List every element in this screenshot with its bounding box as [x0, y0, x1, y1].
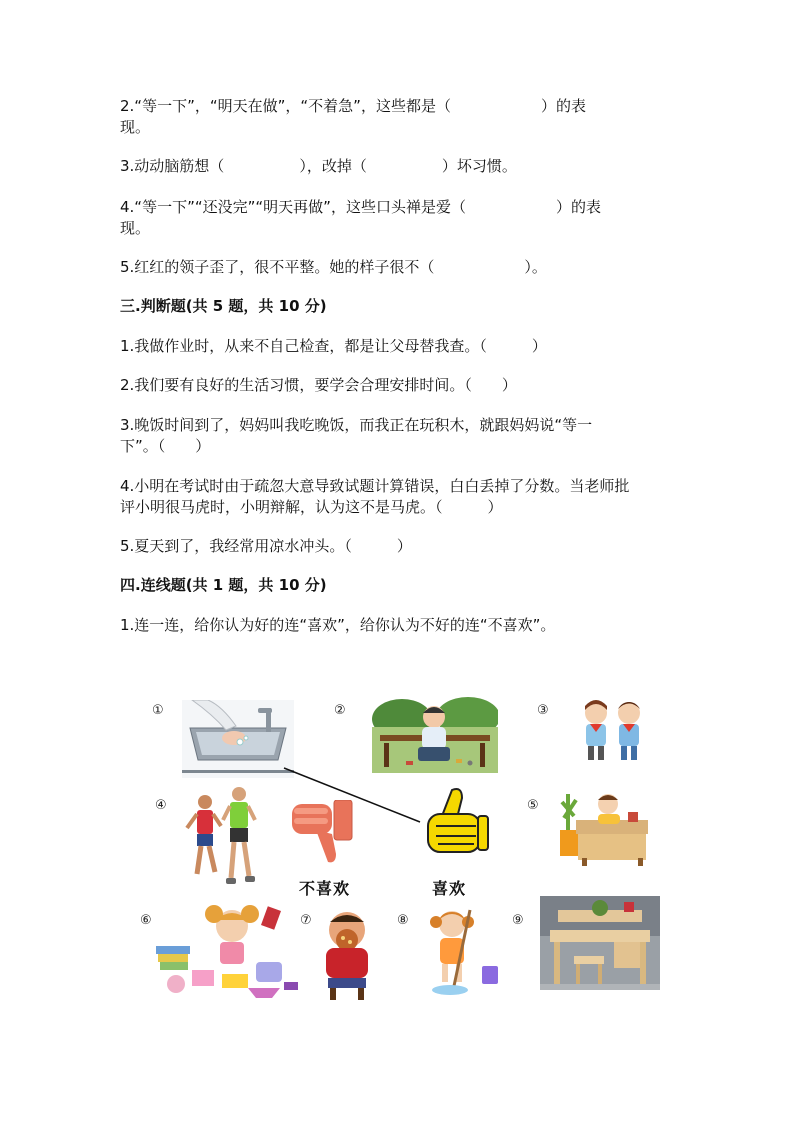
- judge-q2: 2.我们要有良好的生活习惯，要学会合理安排时间。（ ）: [120, 376, 517, 394]
- item-number-3: ③: [537, 703, 549, 718]
- messy-room-girl-picture: [152, 898, 302, 1000]
- item-number-1: ①: [152, 703, 164, 718]
- running-people-picture: [183, 786, 261, 888]
- fill-q4-line1: 4.“等一下”“还没完”“明天再做”，这些口头禅是爱（ ）的表: [120, 198, 601, 216]
- item-number-6: ⑥: [140, 913, 152, 928]
- judge-q4-line1: 4.小明在考试时由于疏忽大意导致试题计算错误，白白丢掉了分数。当老师批: [120, 477, 630, 495]
- item-number-4: ④: [155, 798, 167, 813]
- thumbs-up-icon: [422, 786, 490, 858]
- dislike-label: 不喜欢: [299, 879, 351, 898]
- judge-q5: 5.夏天到了，我经常用凉水冲头。（ ）: [120, 537, 412, 555]
- like-label: 喜欢: [432, 879, 467, 898]
- judge-q1: 1.我做作业时，从来不自己检查，都是让父母替我查。（ ）: [120, 337, 547, 355]
- item-number-8: ⑧: [397, 913, 409, 928]
- washing-hands-picture: [182, 700, 294, 778]
- connecting-line: [280, 760, 430, 830]
- fill-q4-line2: 现。: [120, 219, 151, 237]
- section-title-judge: 三.判断题(共 5 题，共 10 分): [120, 297, 327, 315]
- judge-q3-line2: 下”。（ ）: [120, 437, 211, 455]
- item-number-2: ②: [334, 703, 346, 718]
- two-children-picture: [576, 698, 650, 764]
- fill-q3: 3.动动脑筋想（ ），改掉（ ）坏习惯。: [120, 157, 517, 175]
- girl-sweeping-picture: [426, 906, 504, 998]
- boy-eating-picture: [318, 908, 376, 1002]
- fill-q2-line1: 2.“等一下”，“明天在做”，“不着急”，这些都是（ ）的表: [120, 97, 586, 115]
- judge-q4-line2: 评小明很马虎时，小明辩解，认为这不是马虎。（ ）: [120, 498, 503, 516]
- section-title-match: 四.连线题(共 1 题，共 10 分): [120, 576, 327, 594]
- match-q1: 1.连一连，给你认为好的连“喜欢”，给你认为不好的连“不喜欢”。: [120, 616, 556, 634]
- fill-q2-line2: 现。: [120, 118, 151, 136]
- wooden-desk-picture: [540, 896, 660, 990]
- item-number-5: ⑤: [527, 798, 539, 813]
- fill-q5: 5.红红的领子歪了，很不平整。她的样子很不（ ）。: [120, 258, 547, 276]
- child-at-desk-picture: [554, 790, 652, 868]
- item-number-7: ⑦: [300, 913, 312, 928]
- judge-q3-line1: 3.晚饭时间到了，妈妈叫我吃晚饭，而我正在玩积木，就跟妈妈说“等一: [120, 416, 593, 434]
- item-number-9: ⑨: [512, 913, 524, 928]
